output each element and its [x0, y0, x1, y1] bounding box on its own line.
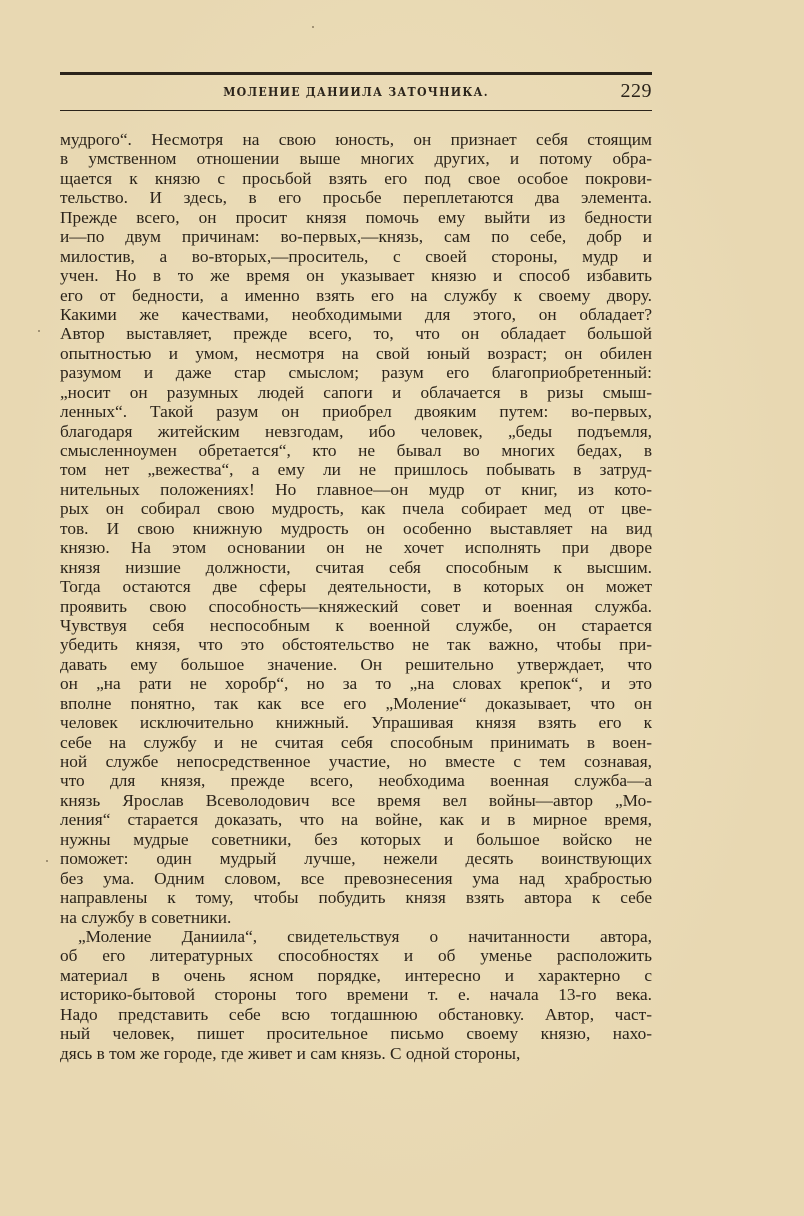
- text-line: историко-бытовой стороны того времени т. е. начала 13-го века.: [60, 985, 652, 1005]
- text-line: и—по двум причинам: во-первых,—князь, сам по себе, добр и: [60, 227, 652, 247]
- paper-speck: [312, 26, 314, 28]
- text-line: ный человек, пишет просительное письмо своему князю, нахо-: [60, 1024, 652, 1044]
- text-line: вполне понятно, так как все его „Моление“ доказывает, что он: [60, 693, 652, 713]
- text-line: опытностью и умом, несмотря на свой юный возраст; он обилен: [60, 343, 652, 363]
- text-line: что для князя, прежде всего, необходима военная служба—а: [60, 771, 652, 791]
- text-line: Надо представить себе всю тогдашнюю обстановку. Автор, част-: [60, 1004, 652, 1024]
- paper-speck: [46, 860, 48, 862]
- text-line: без ума. Одним словом, все превознесения ума над храбростью: [60, 868, 652, 888]
- text-line: учен. Но в то же время он указывает князю и способ избавить: [60, 266, 652, 286]
- text-line: мудрого“. Несмотря на свою юность, он признает себя стоящим: [60, 130, 652, 149]
- text-line: Автор выставляет, прежде всего, то, что он обладает большой: [60, 324, 652, 344]
- text-line: нужны мудрые советники, без которых и большое войско не: [60, 829, 652, 849]
- head-rule: [60, 110, 652, 111]
- text-line: на службу в советники.: [60, 907, 232, 927]
- text-line: поможет: один мудрый лучше, нежели десять воинствующих: [60, 849, 652, 869]
- text-line: материал в очень ясном порядке, интересно и характерно с: [60, 965, 652, 985]
- text-line: милостив, а во-вторых,—проситель, с своей стороны, мудр и: [60, 246, 652, 266]
- page-number: 229: [620, 80, 652, 102]
- text-line: тельство. И здесь, в его просьбе переплетаются два элемента.: [60, 188, 652, 208]
- text-line: „Моление Даниила“, свидетельствуя о начитанности автора,: [78, 926, 652, 946]
- text-line: в умственном отношении выше многих других, и потому обра-: [60, 149, 652, 169]
- text-line: смысленноумен обретается“, кто не бывал во многих бедах, в: [60, 441, 652, 460]
- text-line: рых он собирал свою мудрость, как пчела собирает мед от цве-: [60, 499, 652, 519]
- running-title: МОЛЕНИЕ ДАНИИЛА ЗАТОЧНИКА.: [223, 84, 489, 99]
- text-line: давать ему большое значение. Он решительно утверждает, что: [60, 654, 652, 674]
- text-line: дясь в том же городе, где живет и сам князь. С одной стороны,: [60, 1043, 521, 1063]
- text-line: об его литературных способностях и об уменье расположить: [60, 946, 652, 966]
- text-line: он „на рати не хоробр“, но за то „на словах крепок“, и это: [60, 674, 652, 694]
- top-rule: [60, 72, 652, 75]
- text-line: благодаря житейским невзгодам, ибо человек, „беды подъемля,: [60, 421, 652, 441]
- text-line: ления“ старается доказать, что на войне, как и в мирное время,: [60, 810, 652, 830]
- text-line: Чувствуя себя неспособным к военной службе, он старается: [60, 615, 652, 635]
- text-line: князь Ярослав Всеволодович все время вел войны—автор „Мо-: [60, 790, 652, 810]
- text-line: убедить князя, что это обстоятельство не так важно, чтобы при-: [60, 635, 652, 655]
- running-head: [60, 80, 652, 106]
- text-line: князя низшие должности, считая себя способным к высшим.: [60, 557, 652, 577]
- text-line: князю. На этом основании он не хочет исполнять при дворе: [60, 538, 652, 558]
- text-line: тов. И свою книжную мудрость он особенно выставляет на вид: [60, 518, 652, 538]
- text-line: проявить свою способность—княжеский совет и военная служба.: [60, 596, 652, 616]
- text-line: Тогда остаются две сферы деятельности, в которых он может: [60, 577, 652, 597]
- text-line: направлены к тому, чтобы побудить князя взять автора к себе: [60, 888, 652, 908]
- text-line: человек исключительно книжный. Упрашивая князя взять его к: [60, 713, 652, 733]
- text-line: разумом и даже стар смыслом; разум его благоприобретенный:: [60, 363, 652, 383]
- text-line: ной службе непосредственное участие, но вместе с тем сознавая,: [60, 752, 652, 771]
- body-text: [60, 130, 652, 1063]
- text-line: Прежде всего, он просит князя помочь ему выйти из бедности: [60, 207, 652, 227]
- text-line: Какими же качествами, необходимыми для этого, он обладает?: [60, 304, 652, 324]
- paper-speck: [38, 330, 40, 332]
- text-line: себе на службу и не считая себя способным принимать в воен-: [60, 732, 652, 752]
- text-line: его от бедности, а именно взять его на службу к своему двору.: [60, 285, 652, 305]
- text-line: „носит он разумных людей сапоги и облачается в ризы смыш-: [60, 382, 652, 402]
- text-line: том нет „вежества“, а ему ли не пришлось побывать в затруд-: [60, 460, 652, 480]
- text-line: нительных положениях! Но главное—он мудр от книг, из кото-: [60, 479, 652, 499]
- text-line: щается к князю с просьбой взять его под свое особое покрови-: [60, 168, 652, 188]
- text-line: ленных“. Такой разум он приобрел двояким путем: во-первых,: [60, 402, 652, 422]
